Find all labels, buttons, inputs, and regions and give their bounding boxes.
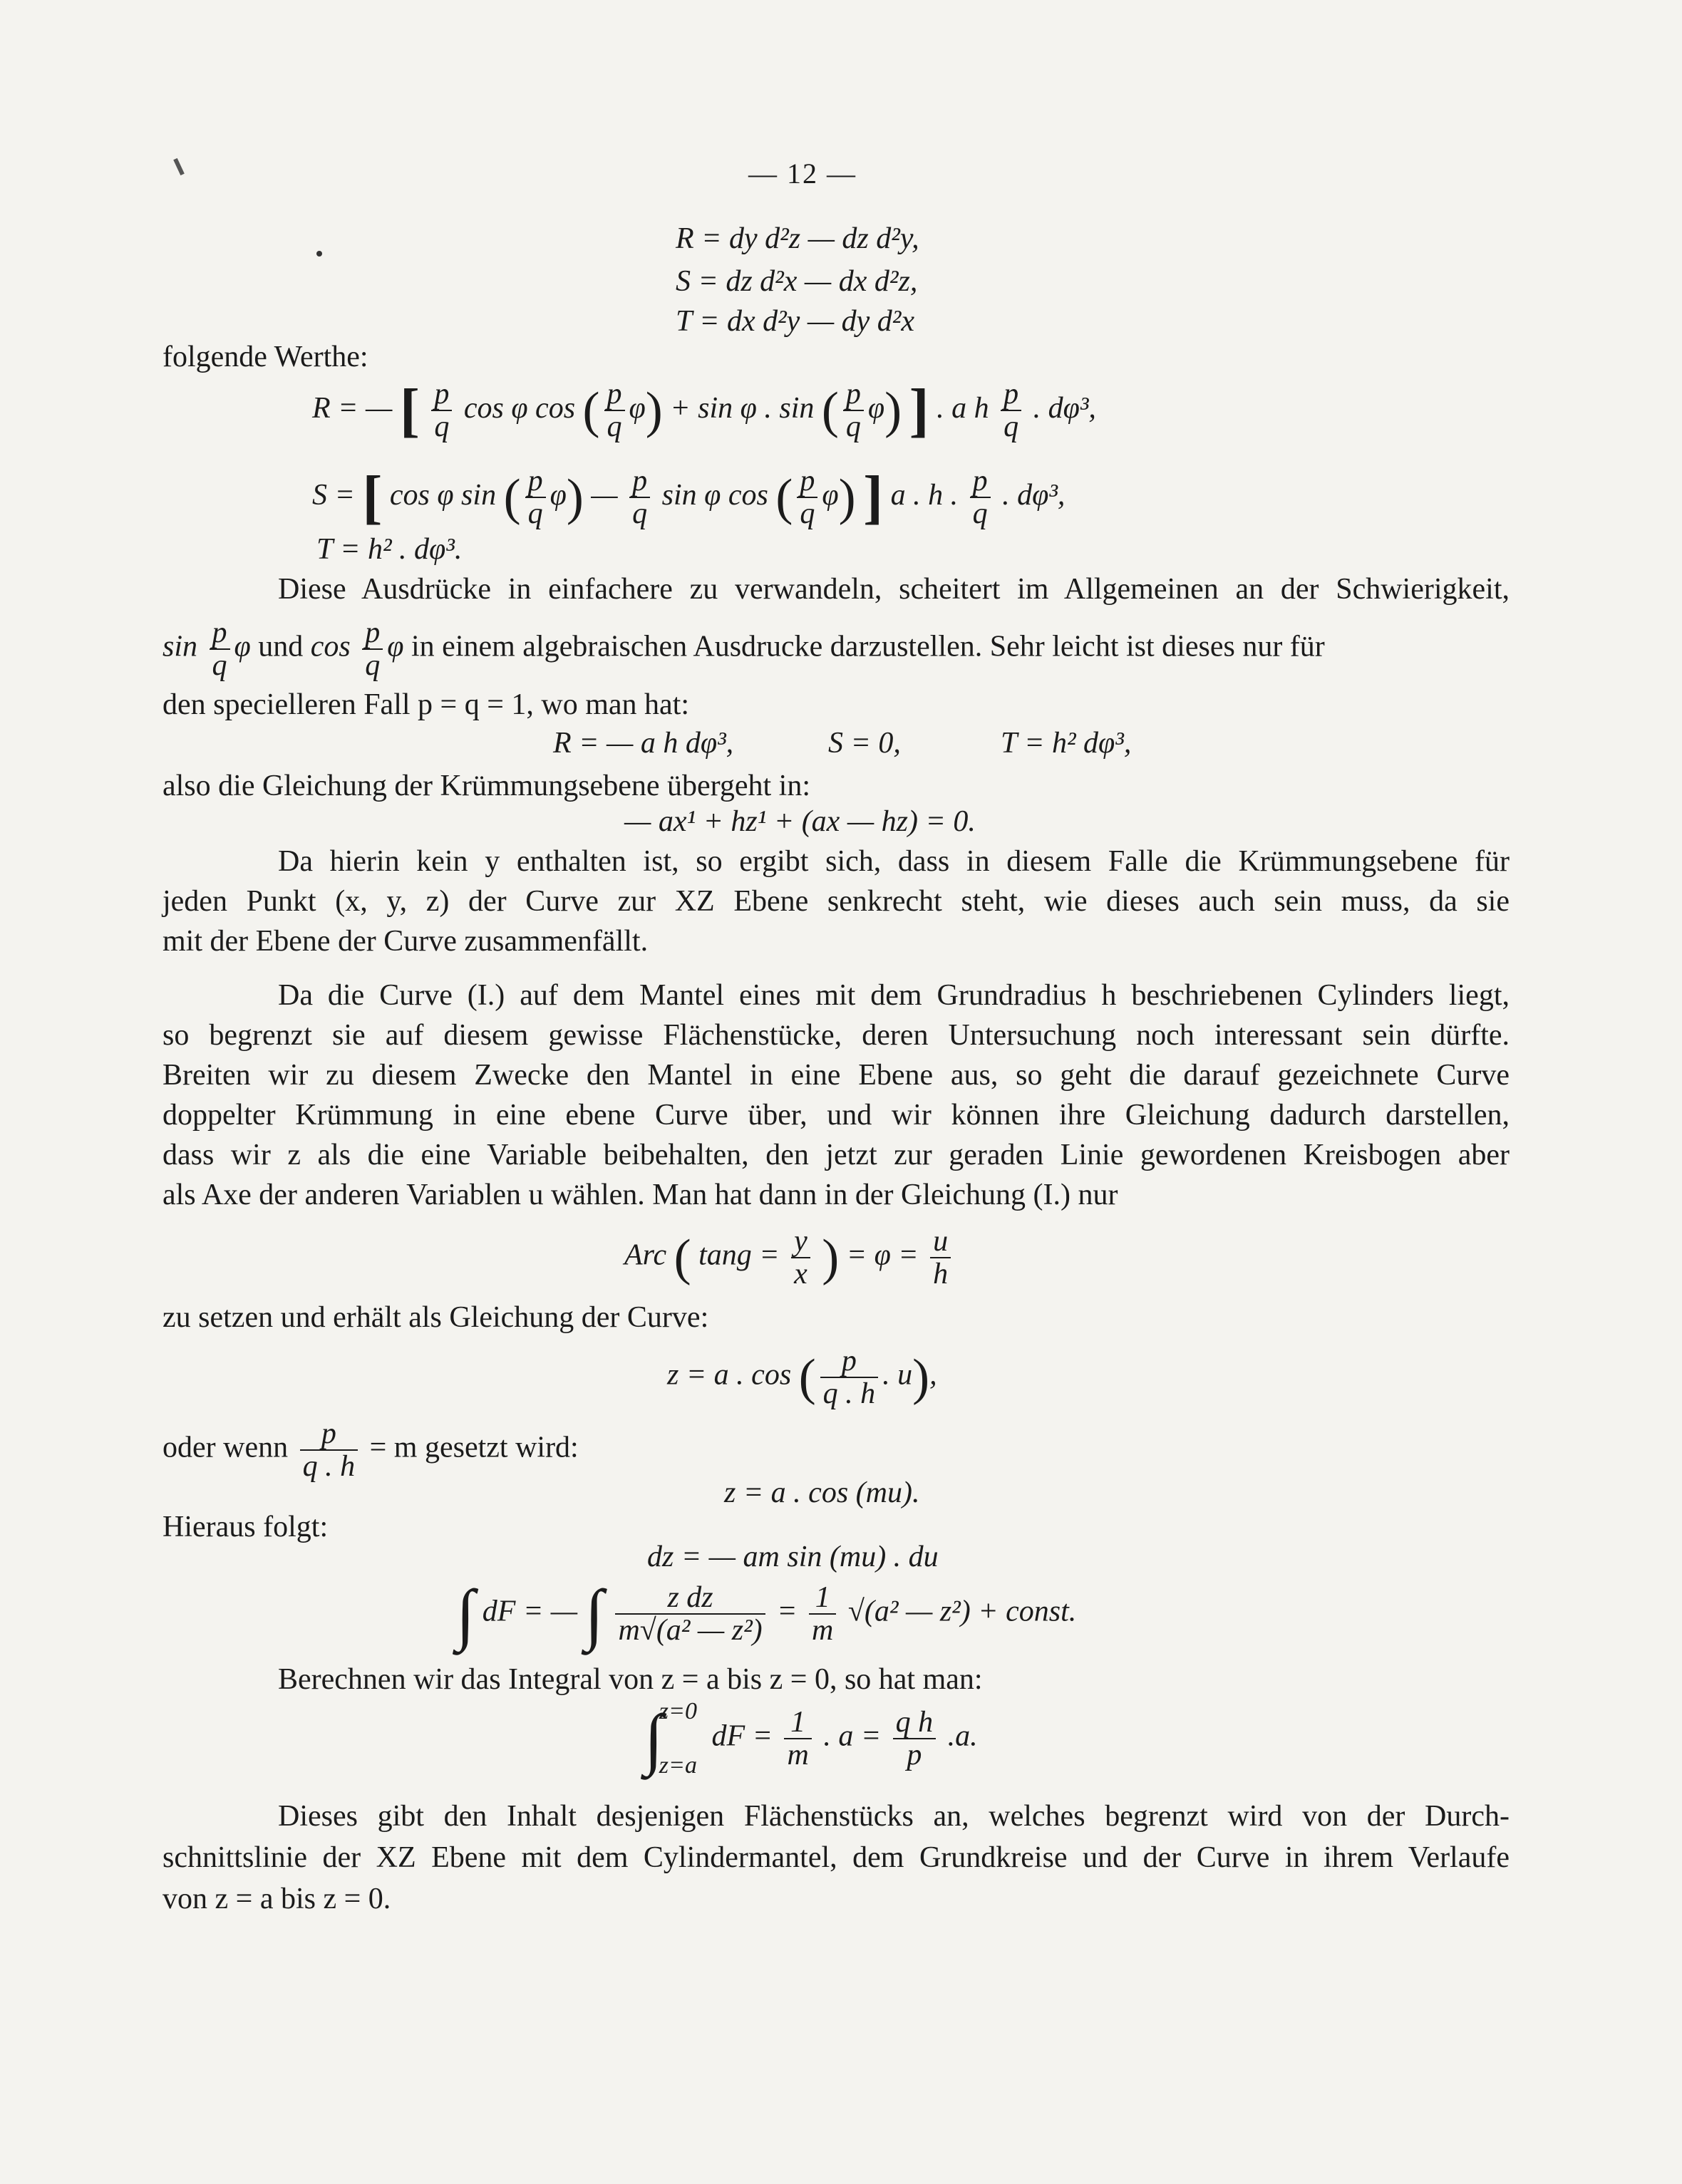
para2-line3: mit der Ebene der Curve zusammenfällt. [162,925,649,958]
para3-line5: dass wir z als die eine Variable beibehalten, den jetzt zur geraden Linie gewordenen Kreisbogen aber [162,1139,1510,1171]
speck-dot [316,251,322,257]
den: m√(a² — z²) [618,1613,763,1647]
dF-eq-minus: dF = — [482,1595,578,1628]
eq-S-def: S = dz d²x — dx d²z, [676,265,918,298]
paren-close: ) [566,468,584,526]
also-line: also die Gleichung der Krümmungsebene übergeht in: [162,770,810,802]
z-eq-a-cos: z = a . cos [667,1358,792,1392]
eq-special-S: S = 0, [828,727,901,760]
num: p [604,378,625,411]
eq-plane: — ax¹ + hz¹ + (ax — hz) = 0. [624,805,976,838]
num: 1 [784,1707,811,1739]
page-number: — 12 — [748,157,857,190]
eq-T: T = h² . dφ³. [316,533,463,566]
frac-p-q [362,617,383,681]
eq-integral [456,1576,1076,1652]
num: p [362,617,383,650]
frac-p-q [604,378,625,443]
dot-u: . u [882,1358,913,1392]
S-suffix-b: . dφ³, [1002,478,1066,512]
num: 1 [809,1582,836,1615]
frac-p-qh [820,1345,879,1409]
integral-sign: ∫ [584,1575,604,1652]
den: q [800,497,815,531]
hieraus-label: Hieraus folgt: [162,1511,329,1543]
speck-mark [173,158,185,175]
eq-S-prefix: S = [312,478,355,512]
num: p [525,465,546,498]
integral-sign: ∫ [456,1575,475,1652]
den: h [933,1258,949,1291]
oder-wenn-line [162,1418,579,1482]
sqrt-a2-z2: √(a² — z²) [847,1595,971,1628]
para4-line3: von z = a bis z = 0. [162,1883,391,1915]
berechnen-line: Berechnen wir das Integral von z = a bis z = 0, so hat man: [278,1663,983,1696]
arc-word: Arc [624,1238,667,1272]
paren-open: ( [775,468,793,526]
para1-line1: Diese Ausdrücke in einfachere zu verwandeln, scheitert im Allgemeinen an der Schwierigkeit, [278,573,1510,606]
bracket-close: ] [909,377,929,443]
para2-line2: jeden Punkt (x, y, z) der Curve zur XZ Ebene senkrecht steht, wie dieses auch sein muss, da sie [162,885,1510,918]
dot-a-end: .a. [947,1719,978,1753]
eq-z-mu: z = a . cos (mu). [724,1476,920,1509]
den: q [365,649,381,683]
frac-p-qh [300,1418,358,1482]
num: p [970,465,991,498]
sin-word: sin [162,630,198,663]
eq-z-cos [667,1345,937,1409]
frac-p-q [629,465,650,529]
equals: = [777,1595,798,1628]
paren-close: ) [822,1228,840,1286]
frac-p-q [210,617,230,681]
bracket-open: [ [362,464,383,530]
paren-open: ( [582,381,600,439]
para3-line2: so begrenzt sie auf diesem gewisse Flächenstücke, deren Untersuchung noch interessant sein dürfte. [162,1019,1510,1052]
num: q h [893,1707,937,1739]
paren-close: ) [838,468,856,526]
limit-lower: z=a [659,1751,697,1779]
eq-special-R: R = — a h dφ³, [553,727,734,760]
eq-T-def: T = dx d²y — dy d²x [676,305,915,338]
comma: , [929,1358,937,1392]
paren-close: ) [912,1348,930,1406]
paren-close: ) [884,381,902,439]
num: p [1001,378,1021,411]
num: p [797,465,817,498]
phi: φ [867,391,885,425]
phi: φ [629,391,646,425]
eq-arc [624,1226,955,1290]
sin-phi-cos: sin φ cos [661,478,768,512]
paren-close: ) [645,381,663,439]
den: m [812,1613,834,1647]
para4-line1: Dieses gibt den Inhalt desjenigen Flächenstücks an, welches begrenzt wird von der Durch- [278,1800,1510,1833]
phi: φ [822,478,839,512]
cos-phi-sin: cos φ sin [389,478,497,512]
den: q [527,497,543,531]
para3-line6: als Axe der anderen Variablen u wählen. Man hat dann in der Gleichung (I.) nur [162,1179,1118,1211]
minus: — [591,478,618,512]
bracket-open: [ [399,377,420,443]
S-suffix-a: a . h . [890,478,959,512]
eq-S [312,465,1065,530]
paren-open: ( [798,1348,816,1406]
para2-line1: Da hierin kein y enthalten ist, so ergibt sich, dass in diesem Falle die Krümmungsebene für [278,845,1510,878]
para3-line3: Breiten wir zu diesem Zwecke den Mantel in eine Ebene aus, so geht die darauf gezeichnete Curve [162,1059,1510,1092]
den: q . h [302,1450,356,1484]
frac-1-m [809,1582,836,1646]
eq-definite-integral [644,1699,978,1778]
frac-p-q [525,465,546,529]
cos-phi-cos: cos φ cos [463,391,576,425]
den: q [212,649,227,683]
limit-gap [656,1724,700,1753]
num: y [791,1226,810,1258]
para1-line2-rest: in einem algebraischen Ausdrucke darzustellen. Sehr leicht ist dieses nur für [411,630,1325,663]
bracket-close: ] [863,464,884,530]
frac-u-h [930,1226,951,1290]
folgende-label: folgende Werthe: [162,341,368,373]
frac-p-q [970,465,991,529]
num: p [300,1418,358,1451]
phi: φ [387,630,404,663]
para1-line3: den specielleren Fall p = q = 1, wo man hat: [162,688,690,721]
num: p [210,617,230,650]
phi: φ [234,630,251,663]
dF-eq: dF = [711,1719,773,1753]
frac-p-q [843,378,864,443]
limit-upper: z=0 [659,1698,697,1724]
eq-R-def: R = dy d²z — dz d²y, [676,222,919,255]
paren-open: ( [503,468,521,526]
den: q [434,410,450,444]
paren-open: ( [821,381,839,439]
num: p [629,465,650,498]
den: q [845,410,861,444]
frac-1-m [784,1707,811,1771]
num: u [930,1226,951,1258]
eq-dz: dz = — am sin (mu) . du [647,1541,939,1573]
plus-sin-phi-sin: + sin φ . sin [670,391,815,425]
den: q . h [822,1377,876,1411]
frac-qh-p [893,1707,937,1771]
den: q [972,497,988,531]
den: p [907,1738,922,1771]
integral-sign: ∫ [644,1699,664,1776]
num: p [843,378,864,411]
eq-R [312,378,1096,443]
para1-line2 [162,617,1510,681]
plus-const: + const. [978,1595,1077,1628]
den: q [1003,410,1019,444]
tang-eq: tang = [698,1238,780,1272]
phi: φ [550,478,567,512]
eq-R-prefix: R = — [312,391,393,425]
eq-special-T: T = h² dφ³, [1001,727,1132,760]
frac-p-q [797,465,817,529]
eq-phi: = φ = [846,1238,919,1272]
para3-line1: Da die Curve (I.) auf dem Mantel eines mit dem Grundradius h beschriebenen Cylinders liegt, [278,979,1510,1012]
frac-p-q [1001,378,1021,443]
integral-limits [656,1699,700,1778]
R-suffix-a: . a h [937,391,989,425]
num: p [820,1345,879,1378]
frac-zdz [615,1582,765,1646]
dot-a-eq: . a = [823,1719,882,1753]
frac-p-q [431,378,452,443]
den: q [607,410,622,444]
und-word: und [258,630,304,663]
frac-y-x [791,1226,810,1290]
den: q [632,497,648,531]
eq-m-gesetzt: = m gesetzt wird: [369,1431,579,1464]
num: z dz [615,1582,765,1615]
den: x [794,1258,808,1291]
para3-line4: doppelter Krümmung in eine ebene Curve über, und wir können ihre Gleichung dadurch darstellen, [162,1099,1510,1132]
oder-wenn: oder wenn [162,1431,289,1464]
paren-open: ( [674,1228,691,1286]
R-suffix-b: . dφ³, [1033,391,1096,425]
den: m [787,1738,809,1771]
para4-line2: schnittslinie der XZ Ebene mit dem Cylindermantel, dem Grundkreise und der Curve in ihrem Verlaufe [162,1841,1510,1874]
setzen-line: zu setzen und erhält als Gleichung der Curve: [162,1301,709,1334]
cos-word: cos [310,630,351,663]
num: p [431,378,452,411]
